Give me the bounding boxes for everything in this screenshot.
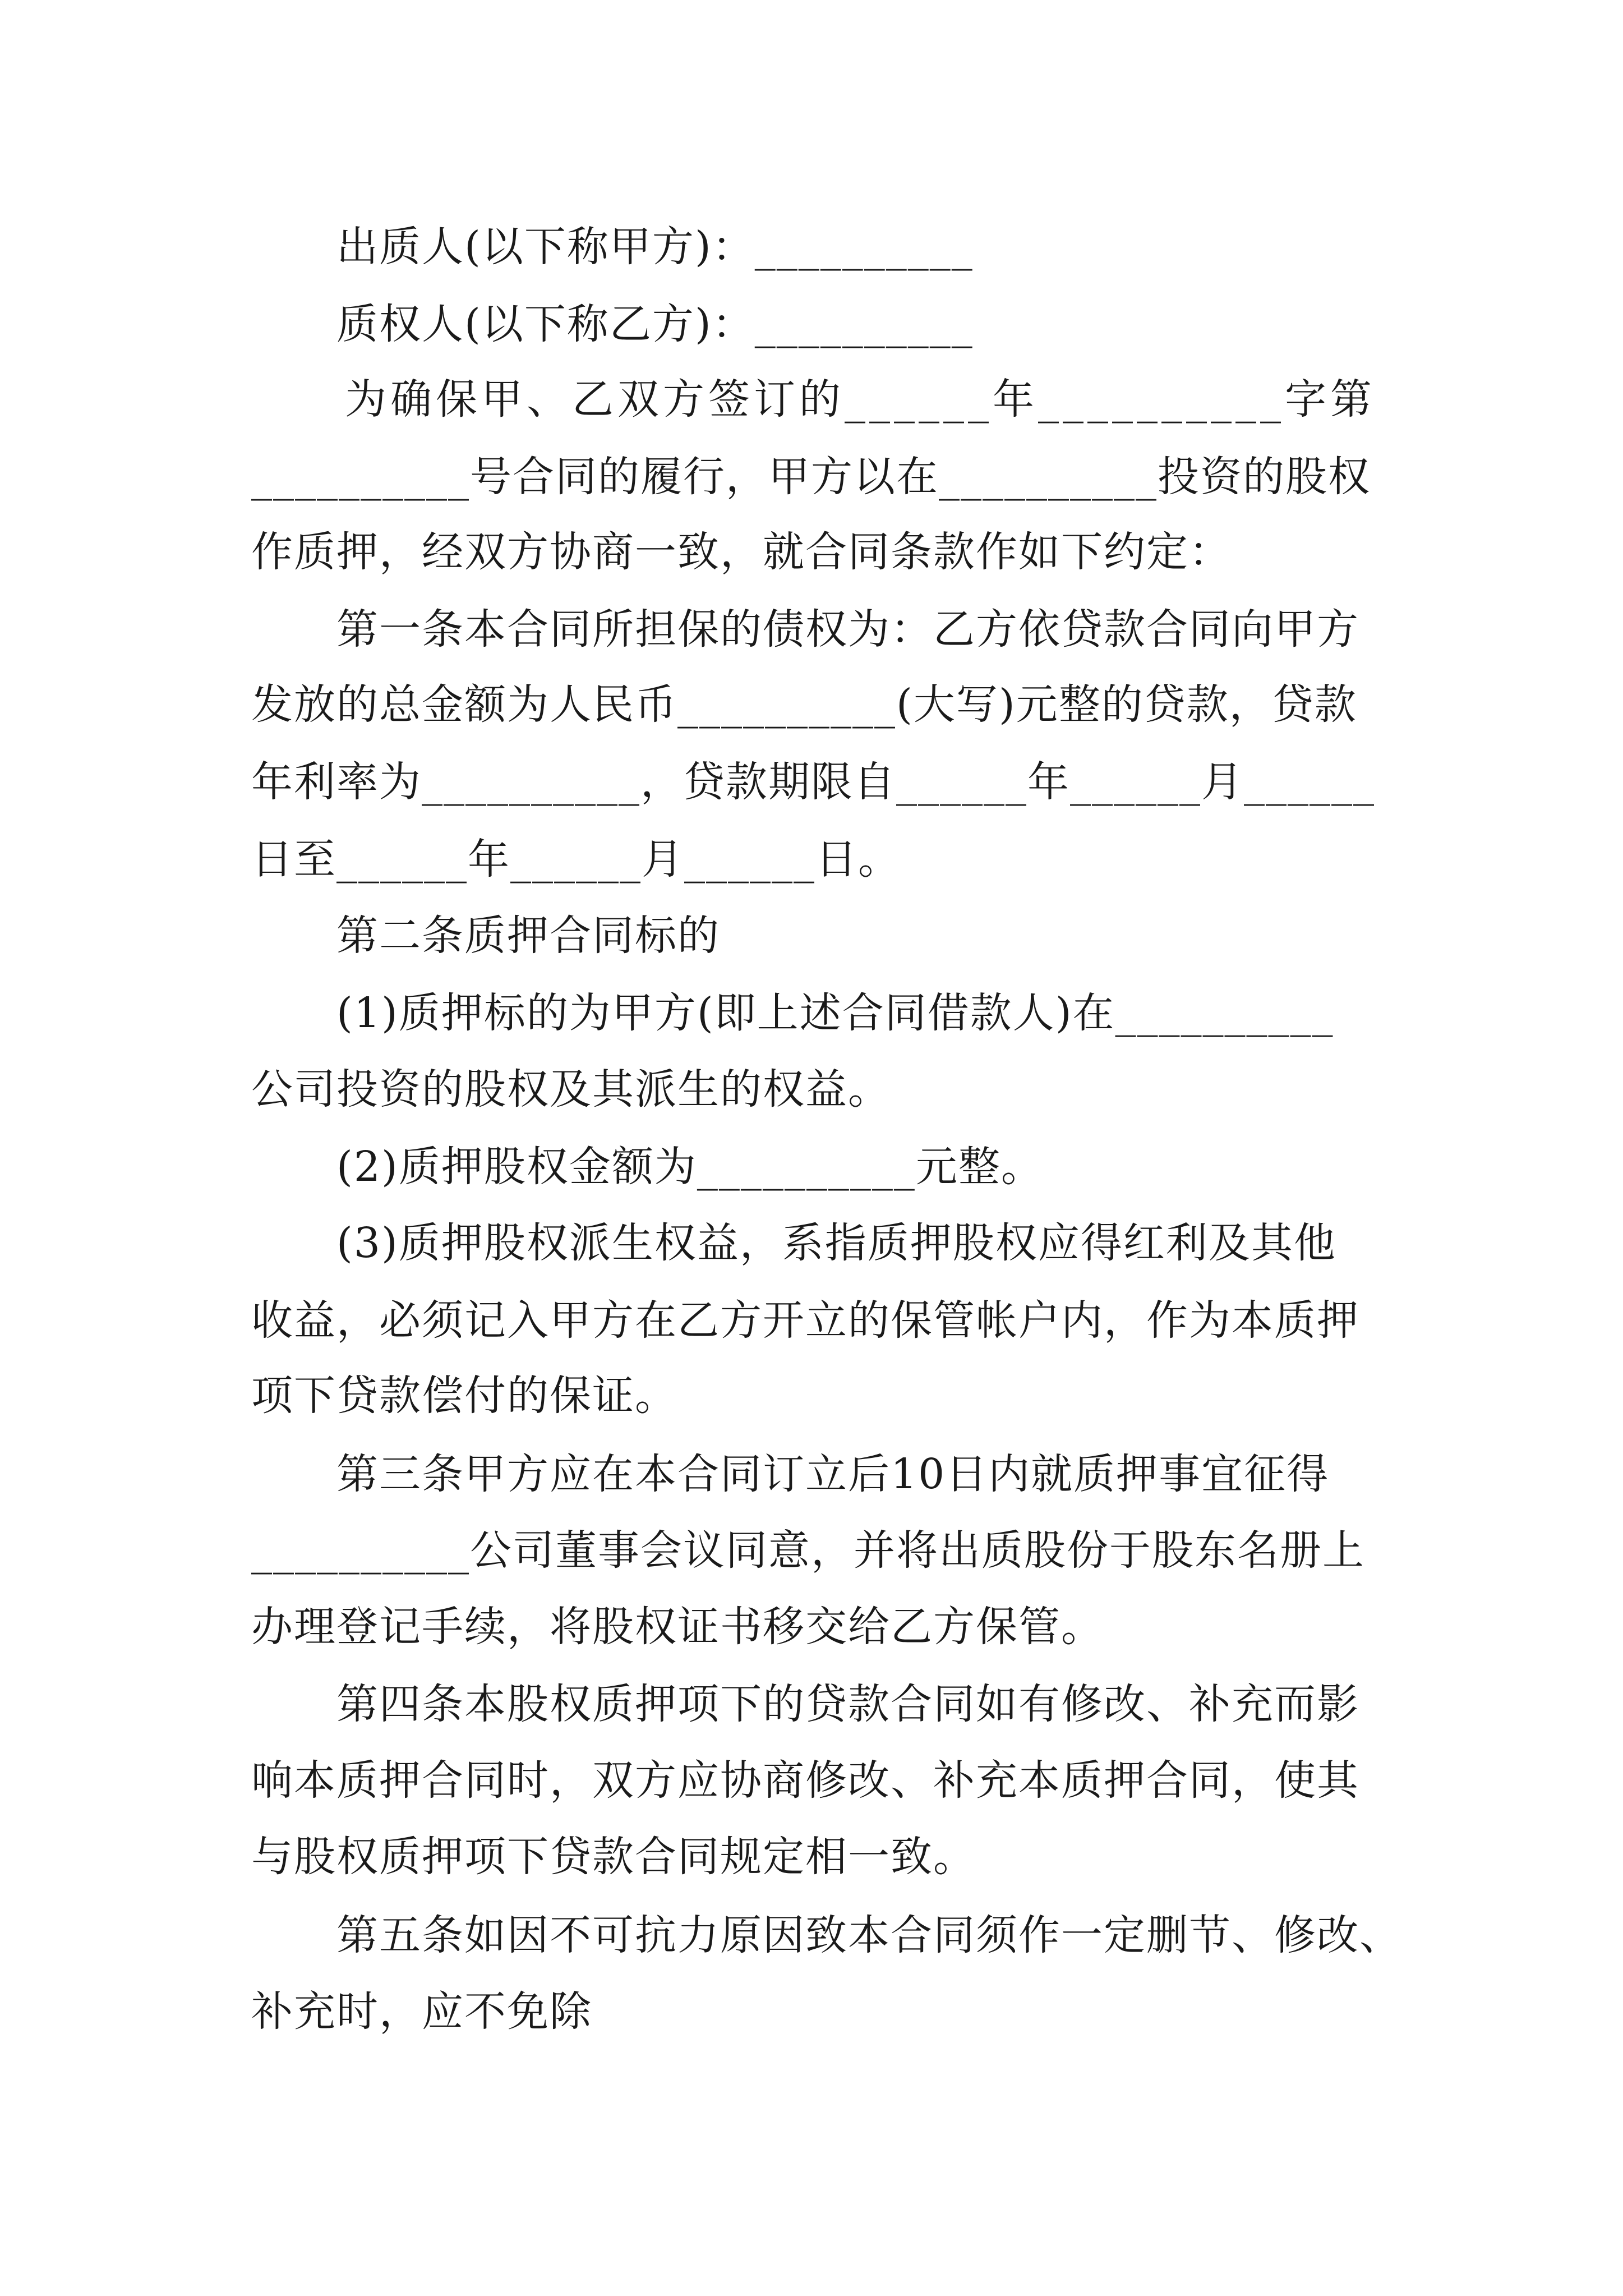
line-text: 日至______年______月______日。 <box>251 835 901 884</box>
text-line <box>0 596 1623 663</box>
text-line <box>0 1287 1623 1354</box>
text-line <box>0 748 1623 816</box>
text-line <box>0 443 1623 510</box>
line-text: 作质押，经双方协商一致，就合同条款作如下约定： <box>251 528 1232 576</box>
text-line <box>0 671 1623 738</box>
line-text: 出质人(以下称甲方)：__________ <box>336 223 974 271</box>
line-text: 与股权质押项下贷款合同规定相一致。 <box>251 1833 976 1881</box>
text-line <box>0 1747 1623 1814</box>
text-line <box>0 366 1623 433</box>
text-line <box>0 1362 1623 1429</box>
text-line <box>0 1133 1623 1200</box>
line-text: 第二条质押合同标的 <box>336 912 720 960</box>
line-text: (3)质押股权派生权益，系指质押股权应得红利及其他 <box>336 1219 1336 1267</box>
text-line <box>0 1978 1623 2045</box>
text-line <box>0 1056 1623 1123</box>
line-text: 补充时，应不免除 <box>251 1987 592 2036</box>
text-line <box>0 291 1623 358</box>
line-text: 年利率为__________，贷款期限自______年______月______ <box>251 758 1375 806</box>
line-text: 质权人(以下称乙方)：__________ <box>336 300 974 348</box>
line-text: 为确保甲、乙双方签订的______年__________字第 <box>345 375 1376 424</box>
line-text: 响本质押合同时，双方应协商修改、补充本质押合同，使其 <box>251 1756 1359 1805</box>
text-line <box>0 213 1623 280</box>
line-text: __________公司董事会议同意，并将出质股份于股东名册上 <box>251 1526 1365 1575</box>
text-line <box>0 826 1623 893</box>
line-text: 第四条本股权质押项下的贷款合同如有修改、补充而影 <box>336 1680 1359 1728</box>
text-line <box>0 518 1623 586</box>
text-line <box>0 902 1623 969</box>
line-text: 第三条甲方应在本合同订立后10日内就质押事宜征得 <box>336 1450 1330 1498</box>
text-line <box>0 979 1623 1047</box>
text-line <box>0 1671 1623 1738</box>
line-text: (2)质押股权金额为__________元整。 <box>336 1143 1044 1191</box>
line-text: 第五条如因不可抗力原因致本合同须作一定删节、修改、 <box>336 1911 1402 1959</box>
text-line <box>0 1593 1623 1660</box>
line-text: 第一条本合同所担保的债权为：乙方依贷款合同向甲方 <box>336 605 1359 654</box>
line-text: 公司投资的股权及其派生的权益。 <box>251 1065 891 1114</box>
text-line <box>0 1902 1623 1969</box>
line-text: 发放的总金额为人民币__________(大写)元整的贷款，贷款 <box>251 680 1357 729</box>
line-text: __________号合同的履行，甲方以在__________投资的股权 <box>251 453 1371 501</box>
line-text: (1)质押标的为甲方(即上述合同借款人)在__________ <box>336 989 1334 1037</box>
line-text: 办理登记手续，将股权证书移交给乙方保管。 <box>251 1603 1104 1651</box>
text-line <box>0 1517 1623 1584</box>
line-text: 收益，必须记入甲方在乙方开立的保管帐户内，作为本质押 <box>251 1296 1359 1345</box>
text-line <box>0 1823 1623 1890</box>
text-line <box>0 1209 1623 1277</box>
text-line <box>0 1441 1623 1508</box>
line-text: 项下贷款偿付的保证。 <box>251 1372 677 1420</box>
